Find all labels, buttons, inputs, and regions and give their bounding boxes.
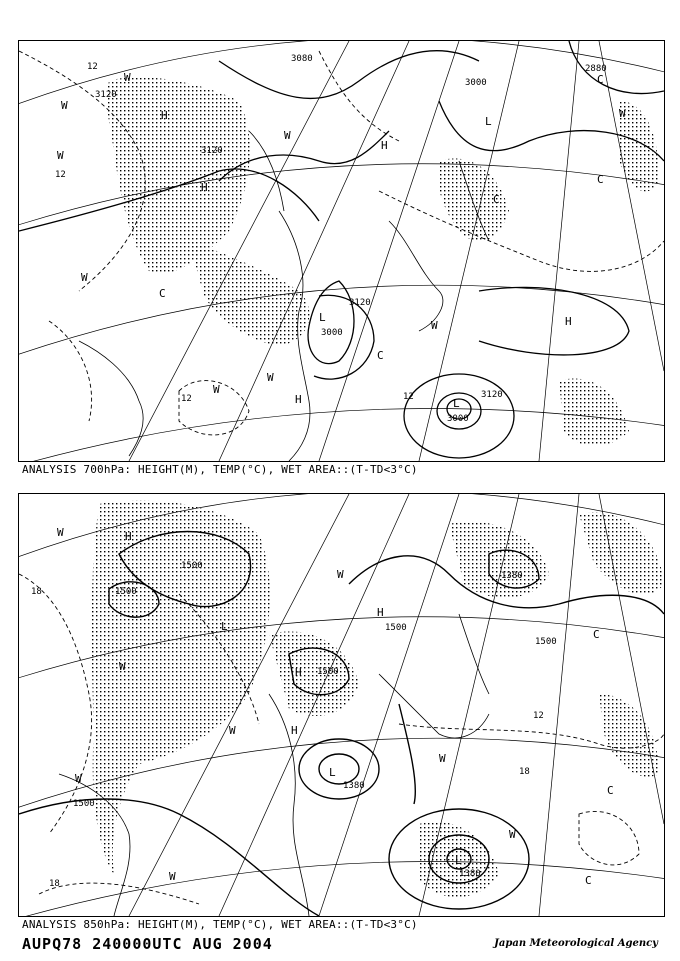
system-label: W — [509, 828, 516, 841]
system-label: C — [607, 784, 614, 797]
system-label: H — [565, 315, 572, 328]
system-label: W — [284, 129, 291, 142]
system-label: C — [597, 73, 604, 86]
system-label: H — [291, 724, 298, 737]
height-label: 2880 — [585, 64, 607, 74]
system-label: W — [439, 752, 446, 765]
system-label: W — [267, 371, 274, 384]
system-label: W — [75, 772, 82, 785]
caption-700hpa: ANALYSIS 700hPa: HEIGHT(M), TEMP(°C), WET AREA::(T-TD<3°C) — [22, 463, 418, 476]
height-label: 12 — [533, 711, 544, 721]
wet-area — [599, 694, 659, 777]
system-label: C — [377, 349, 384, 362]
system-label: H — [381, 139, 388, 152]
system-label: W — [213, 383, 220, 396]
height-label: 3080 — [291, 54, 313, 64]
height-label: 12 — [403, 392, 414, 402]
system-label: L — [455, 854, 462, 867]
height-label: 12 — [87, 62, 98, 72]
system-label: L — [485, 115, 492, 128]
system-label: C — [493, 193, 500, 206]
height-label: 3120 — [349, 298, 371, 308]
system-label: W — [81, 271, 88, 284]
system-label: W — [61, 99, 68, 112]
system-label: W — [229, 724, 236, 737]
height-label: 18 — [31, 587, 42, 597]
system-label: C — [159, 287, 166, 300]
height-label: 3000 — [465, 78, 487, 88]
system-label: W — [57, 149, 64, 162]
map-700hpa-canvas — [19, 41, 664, 461]
map-850hpa-canvas — [19, 494, 664, 916]
wet-area — [92, 500, 270, 874]
system-label: H — [201, 181, 208, 194]
system-label: C — [597, 173, 604, 186]
system-label: C — [593, 628, 600, 641]
height-label: 3000 — [321, 328, 343, 338]
height-label: 18 — [49, 879, 60, 889]
height-label: 12 — [181, 394, 192, 404]
height-label: 1380 — [501, 571, 523, 581]
caption-850hpa: ANALYSIS 850hPa: HEIGHT(M), TEMP(°C), WET AREA::(T-TD<3°C) — [22, 918, 418, 931]
height-label: 1500 — [181, 561, 203, 571]
wet-area — [269, 631, 359, 715]
wet-area — [579, 512, 664, 594]
wet-area — [107, 77, 250, 274]
system-label: H — [125, 530, 132, 543]
system-label: W — [431, 319, 438, 332]
system-label: W — [124, 71, 131, 84]
height-label: 18 — [519, 767, 530, 777]
height-label: 3120 — [201, 146, 223, 156]
system-label: L — [453, 397, 460, 410]
height-label: 1500 — [385, 623, 407, 633]
height-label: 12 — [55, 170, 66, 180]
height-label: 1500 — [535, 637, 557, 647]
height-label: 3000 — [447, 414, 469, 424]
height-label: 1380 — [459, 869, 481, 879]
height-label: 1500 — [317, 667, 339, 677]
system-label: L — [221, 620, 228, 633]
system-label: H — [295, 393, 302, 406]
system-label: W — [119, 660, 126, 673]
system-label: C — [585, 874, 592, 887]
height-label: 3120 — [481, 390, 503, 400]
height-label: 1500 — [73, 799, 95, 809]
height-label: 1380 — [343, 781, 365, 791]
system-label: H — [161, 109, 168, 122]
system-label: H — [295, 666, 302, 679]
height-label: 1500 — [115, 587, 137, 597]
system-label: W — [619, 107, 626, 120]
chart-code: AUPQ78 240000UTC AUG 2004 — [22, 935, 273, 953]
system-label: L — [329, 766, 336, 779]
system-label: W — [169, 870, 176, 883]
agency-name: Japan Meteorological Agency — [494, 938, 658, 949]
map-700hpa — [18, 40, 665, 462]
system-label: W — [337, 568, 344, 581]
system-label: W — [57, 526, 64, 539]
system-label: H — [377, 606, 384, 619]
system-label: L — [319, 311, 326, 324]
map-850hpa — [18, 493, 665, 917]
wet-area — [559, 378, 629, 446]
height-label: 3120 — [95, 90, 117, 100]
